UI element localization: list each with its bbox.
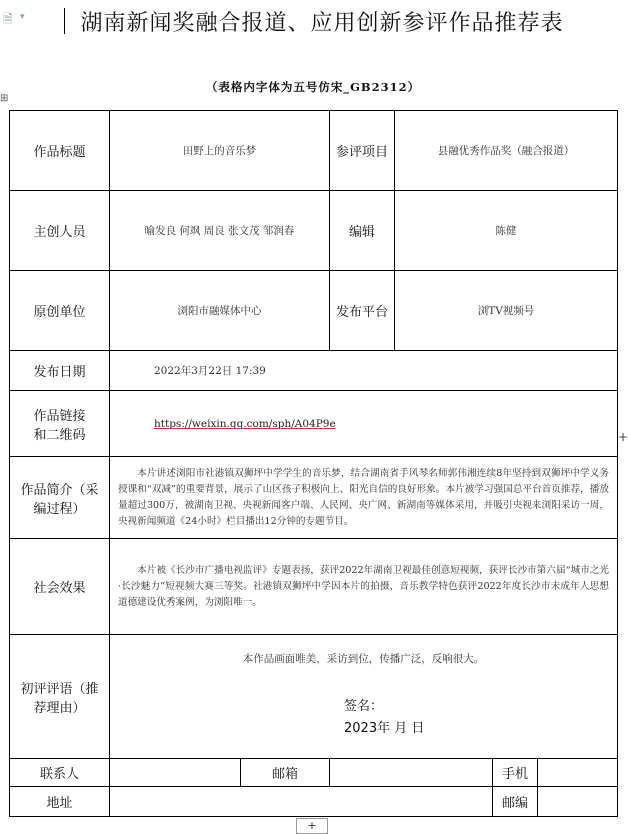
- phone-label: 手机: [493, 759, 538, 787]
- table-row: [10, 787, 618, 817]
- add-row-button[interactable]: +: [296, 818, 328, 834]
- table-row: [10, 539, 618, 635]
- editor-label: 编辑: [330, 191, 395, 271]
- publish-date-label: 发布日期: [10, 351, 110, 391]
- platform-value[interactable]: 浏TV视频号: [395, 271, 618, 351]
- phone-value[interactable]: [538, 759, 618, 787]
- contact-value[interactable]: [110, 759, 241, 787]
- page-subtitle: （表格内字体为五号仿宋_GB2312）: [205, 80, 421, 94]
- table-row: [10, 391, 618, 457]
- editor-value[interactable]: 陈健: [395, 191, 618, 271]
- intro-value[interactable]: 本片讲述浏阳市社港镇双狮坪中学学生的音乐梦，结合湖南省手风琴名师郭伟湘连续8年坚持到双狮坪中学义务授课和“双减”的重要背景，展示了山区孩子积极向上、阳光自信的良好形象。本片被学习强国总平台首页推荐，播放量超过300万，被湖南卫视、央视新闻客户端、人民网、央广网、新湖南等媒体采用，并吸引央视来浏阳采访一周，央视新闻频道《24小时》栏目播出12分钟的专题节目。: [110, 457, 618, 539]
- platform-label: 发布平台: [330, 271, 395, 351]
- link-label: 作品链接和二维码: [10, 391, 110, 457]
- table-row: [10, 351, 618, 391]
- postcode-label: 邮编: [493, 787, 538, 817]
- document-icon[interactable]: 🗎: [3, 12, 13, 26]
- address-label: 地址: [10, 787, 110, 817]
- evaluation-cell[interactable]: [110, 635, 618, 759]
- chevron-down-icon[interactable]: ▾: [20, 12, 25, 22]
- intro-label: 作品简介（采编过程）: [10, 457, 110, 539]
- work-title-value[interactable]: 田野上的音乐梦: [110, 111, 330, 191]
- origin-unit-label: 原创单位: [10, 271, 110, 351]
- table-row: [10, 111, 618, 191]
- work-title-label: 作品标题: [10, 111, 110, 191]
- effect-label: 社会效果: [10, 539, 110, 635]
- postcode-value[interactable]: [538, 787, 618, 817]
- contact-label: 联系人: [10, 759, 110, 787]
- creators-value[interactable]: 喻发良 何飒 周良 张文茂 邹润春: [110, 191, 330, 271]
- table-row: [10, 457, 618, 539]
- signature-label: 签名：: [344, 699, 384, 714]
- creators-label: 主创人员: [10, 191, 110, 271]
- signature-date: 2023年 月 日: [344, 721, 425, 736]
- entry-item-value[interactable]: 县融优秀作品奖（融合报道）: [395, 111, 618, 191]
- work-link[interactable]: https://weixin.qq.com/sph/A04P9e: [154, 417, 336, 430]
- recommendation-form-table: [9, 110, 618, 817]
- origin-unit-value[interactable]: 浏阳市融媒体中心: [110, 271, 330, 351]
- publish-date-value[interactable]: 2022年3月22日 17:39: [110, 351, 618, 391]
- table-anchor-icon[interactable]: ⊞: [0, 93, 9, 104]
- address-value[interactable]: [110, 787, 493, 817]
- evaluation-label: 初评评语（推荐理由）: [10, 635, 110, 759]
- add-column-button[interactable]: +: [618, 430, 628, 444]
- link-cell: [110, 391, 618, 457]
- entry-item-label: 参评项目: [330, 111, 395, 191]
- email-label: 邮箱: [241, 759, 330, 787]
- table-row: [10, 759, 618, 787]
- table-row: [10, 191, 618, 271]
- effect-value[interactable]: 本片被《长沙市广播电视监评》专题表扬，获评2022年湖南卫视最佳创意短视频，获评长沙市第六届“城市之光·长沙魅力”短视频大赛三等奖。社港镇双狮坪中学因本片的拍摄，音乐教学特色获评2022年度长沙市未成年人思想道德建设优秀案例，为浏阳唯一。: [110, 539, 618, 635]
- email-value[interactable]: [330, 759, 493, 787]
- table-row: [10, 271, 618, 351]
- page-title: 湖南新闻奖融合报道、应用创新参评作品推荐表: [80, 11, 564, 36]
- table-row: [10, 635, 618, 759]
- evaluation-value: 本作品画面唯美，采访到位，传播广泛，反响很大。: [242, 653, 485, 665]
